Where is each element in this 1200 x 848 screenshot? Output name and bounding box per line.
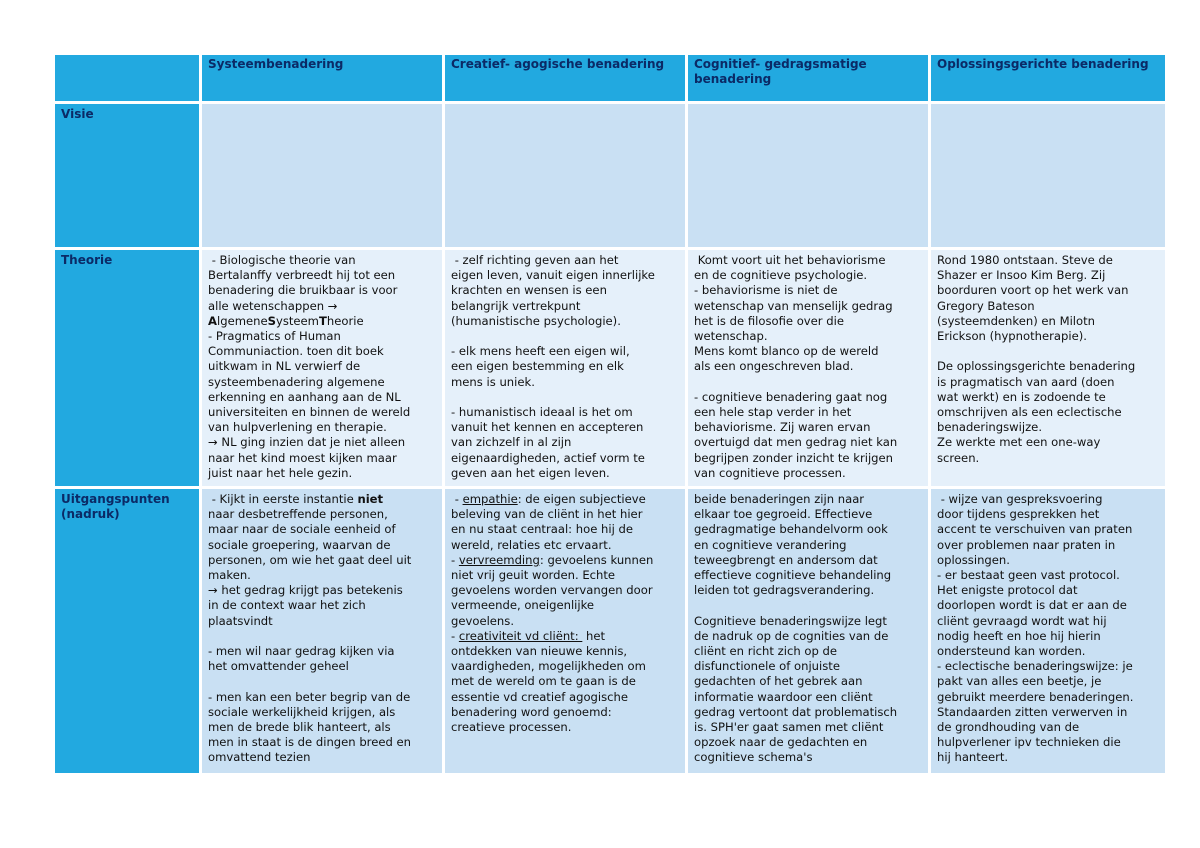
text-line: ondersteund kan worden. [937, 644, 1086, 659]
text-line: van zichzelf in al zijn [451, 435, 572, 450]
cell-uitgangspunten-systeem [202, 489, 442, 773]
text-line: en nu staat centraal: hoe hij de [451, 522, 633, 537]
cell-visie-systeem [202, 104, 442, 247]
text-line: omvattend tezien [208, 750, 311, 765]
text-line: disfunctionele of onjuiste [694, 659, 840, 674]
text-line: hulpverlener ipv technieken die [937, 735, 1121, 750]
text-line: Erickson (hypnotherapie). [937, 329, 1087, 344]
text-line: doorlopen wordt is dat er aan de [937, 598, 1127, 613]
text-line: vermeende, oneigenlijke [451, 598, 595, 613]
text-line: Gregory Bateson [937, 298, 1035, 313]
text-line: Standaarden zitten verwerven in [937, 704, 1128, 719]
header-corner [55, 55, 199, 101]
text-line: begrijpen zonder inzicht te krijgen [694, 450, 894, 465]
text-line: gedragmatige behandelvorm ook [694, 522, 888, 537]
text-line: gebruikt meerdere benaderingen. [937, 689, 1134, 704]
text-line: Shazer er Insoo Kim Berg. Zij [937, 268, 1106, 283]
text-line: screen. [937, 450, 980, 465]
text-line: de nadruk op de cognities van de [694, 628, 889, 643]
text-line: eigenaardigheden, actief vorm te [451, 450, 645, 465]
text-line: - men kan een beter begrip van de [208, 689, 411, 704]
text-line: - Kijkt in eerste instantie niet [208, 492, 384, 506]
text-line: Rond 1980 ontstaan. Steve de [937, 253, 1113, 267]
text-line: personen, om wie het gaat deel uit [208, 552, 412, 567]
text-line: benadering die bruikbaar is voor [208, 283, 398, 298]
text-line: sociale werkelijkheid krijgen, als [208, 704, 396, 719]
row-visie [55, 104, 1165, 247]
text-line: Komt voort uit het behaviorisme [694, 253, 886, 267]
text-line: elkaar toe gegroeid. Effectieve [694, 507, 873, 522]
text-line: een eigen bestemming en elk [451, 359, 624, 374]
header-cognitief-gedragsmatig: Cognitief- gedragsmatige benadering [688, 55, 928, 101]
text-line: - Biologische theorie van [208, 253, 356, 267]
text-line: is pragmatisch van aard (doen [937, 374, 1115, 389]
text-line: wat werkt) en is zodoende te [937, 389, 1106, 404]
text-line: omschrijven als een eclectische [937, 405, 1122, 420]
text-line: door tijdens gesprekken het [937, 507, 1100, 522]
row-theorie [55, 250, 1165, 486]
text-line: - cognitieve benadering gaat nog [694, 389, 888, 404]
text-line: erkenning en aanhang aan de NL [208, 389, 401, 404]
text-line: van cognitieve processen. [694, 465, 846, 480]
text-line: informatie waardoor een cliënt [694, 689, 873, 704]
text-line: - humanistisch ideaal is het om [451, 405, 633, 420]
text-line: alle wetenschappen → [208, 298, 338, 313]
text-line: juist naar het hele gezin. [208, 465, 353, 480]
text-line: cliënt gevraagd wordt wat hij [937, 613, 1107, 628]
text-line: Communiaction. toen dit boek [208, 344, 384, 359]
text-line: naar het kind moest kijken maar [208, 450, 397, 465]
text-line [451, 329, 679, 344]
text-line [208, 629, 436, 644]
cell-theorie-oplossing [931, 250, 1165, 486]
text-line: → het gedrag krijgt pas betekenis [208, 583, 403, 598]
cell-visie-oplossing [931, 104, 1165, 247]
text-line: ontdekken van nieuwe kennis, [451, 644, 628, 659]
text-line: nodig heeft en hoe hij hierin [937, 628, 1101, 643]
text-line: universiteiten en binnen de wereld [208, 405, 411, 420]
text-line: creatieve processen. [451, 720, 572, 735]
text-line: boorduren voort op het werk van [937, 283, 1129, 298]
text-line: als een ongeschreven blad. [694, 359, 854, 374]
text-line: - vervreemding: gevoelens kunnen [451, 552, 654, 567]
text-line: - creativiteit vd cliënt: het [451, 628, 606, 643]
row-label-uitgangspunten [55, 489, 199, 773]
text-line: eigen leven, vanuit eigen innerlijke [451, 268, 655, 283]
text-line: plaatsvindt [208, 613, 273, 628]
text-line: in de context waar het zich [208, 598, 366, 613]
text-line: behaviorisme. Zij waren ervan [694, 420, 871, 435]
text-line: - eclectische benaderingswijze: je [937, 659, 1133, 674]
row-label-line: (nadruk) [61, 507, 120, 521]
text-line: is. SPH'er gaat samen met cliënt [694, 720, 884, 735]
text-line: - men wil naar gedrag kijken via [208, 644, 395, 659]
cell-visie-creatief [445, 104, 685, 247]
text-line: mens is uniek. [451, 374, 535, 389]
text-line: pakt van alles een beetje, je [937, 674, 1102, 689]
header-creatief-agogisch: Creatief- agogische benadering [445, 55, 685, 101]
text-line: gevoelens worden vervangen door [451, 583, 653, 598]
text-line: systeembenadering algemene [208, 374, 385, 389]
text-line: en de cognitieve psychologie. [694, 268, 868, 283]
text-line: De oplossingsgerichte benadering [937, 359, 1136, 374]
cell-theorie-cognitief [688, 250, 928, 486]
text-line: teweegbrengt en andersom dat [694, 552, 878, 567]
text-line: beleving van de cliënt in het hier [451, 507, 643, 522]
text-line: oplossingen. [937, 552, 1010, 567]
header-systeembenadering: Systeembenadering [202, 55, 442, 101]
text-line [694, 598, 922, 613]
text-line: de grondhouding van de [937, 720, 1080, 735]
row-label-visie: Visie [55, 104, 199, 247]
text-line [694, 375, 922, 390]
text-line: krachten en wensen is een [451, 283, 607, 298]
text-line: Bertalanffy verbreedt hij tot een [208, 268, 396, 283]
text-line: benadering word genoemd: [451, 704, 612, 719]
cell-uitgangspunten-cognitief [688, 489, 928, 773]
cell-uitgangspunten-creatief [445, 489, 685, 773]
text-line: - er bestaat geen vast protocol. [937, 568, 1120, 583]
text-line: wetenschap. [694, 329, 768, 344]
text-line: - empathie: de eigen subjectieve [451, 492, 646, 506]
cell-uitgangspunten-oplossing [931, 489, 1165, 773]
text-line: over problemen naar praten in [937, 537, 1116, 552]
text-line [208, 674, 436, 689]
algemene-systeem-theorie: AlgemeneSysteemTheorie [208, 313, 364, 328]
text-line [451, 390, 679, 405]
text-line: met de wereld om te gaan is de [451, 674, 636, 689]
text-line: - Pragmatics of Human [208, 329, 341, 344]
text-line: wereld, relaties etc ervaart. [451, 537, 612, 552]
row-label-theorie: Theorie [55, 250, 199, 486]
header-oplossingsgericht: Oplossingsgerichte benadering [931, 55, 1165, 101]
text-line: Het enigste protocol dat [937, 583, 1078, 598]
text-line: beide benaderingen zijn naar [694, 492, 865, 506]
row-uitgangspunten [55, 489, 1165, 773]
text-line: - elk mens heeft een eigen wil, [451, 344, 630, 359]
text-line: belangrijk vertrekpunt [451, 298, 581, 313]
text-line: cliënt en richt zich op de [694, 644, 837, 659]
text-line: effectieve cognitieve behandeling [694, 568, 892, 583]
text-line: maken. [208, 568, 251, 583]
text-line: - zelf richting geven aan het [451, 253, 619, 267]
text-line: maar naar de sociale eenheid of [208, 522, 396, 537]
text-line: Mens komt blanco op de wereld [694, 344, 879, 359]
text-line: - wijze van gespreksvoering [937, 492, 1103, 506]
text-line: hij hanteert. [937, 750, 1009, 765]
text-line: geven aan het eigen leven. [451, 465, 610, 480]
text-line: gedrag vertoont dat problematisch [694, 704, 898, 719]
text-line: overtuigd dat men gedrag niet kan [694, 435, 898, 450]
text-line [937, 344, 1159, 359]
text-line: en cognitieve verandering [694, 537, 847, 552]
text-line: vanuit het kennen en accepteren [451, 420, 644, 435]
text-line: accent te verschuiven van praten [937, 522, 1133, 537]
text-line: benaderingswijze. [937, 420, 1043, 435]
text-line: wetenschap van menselijk gedrag [694, 298, 893, 313]
header-row [55, 55, 1165, 101]
text-line: - behaviorisme is niet de [694, 283, 838, 298]
text-line: essentie vd creatief agogische [451, 689, 629, 704]
text-line: van hulpverlening en therapie. [208, 420, 387, 435]
comparison-table [52, 52, 1168, 776]
text-line: (systeemdenken) en Milotn [937, 313, 1095, 328]
text-line: vaardigheden, mogelijkheden om [451, 659, 646, 674]
text-line: → NL ging inzien dat je niet alleen [208, 435, 406, 450]
text-line: gedachten of het gebrek aan [694, 674, 863, 689]
text-line: men in staat is de dingen breed en [208, 735, 411, 750]
text-line: niet vrij geuit worden. Echte [451, 568, 616, 583]
cell-theorie-creatief [445, 250, 685, 486]
text-line: (humanistische psychologie). [451, 313, 621, 328]
text-line: cognitieve schema's [694, 750, 813, 765]
text-line: sociale groepering, waarvan de [208, 537, 391, 552]
text-line: uitkwam in NL verwierf de [208, 359, 361, 374]
text-line: het omvattender geheel [208, 659, 349, 674]
text-line: Cognitieve benaderingswijze legt [694, 613, 887, 628]
cell-theorie-systeem [202, 250, 442, 486]
row-label-line: Uitgangspunten [61, 492, 170, 506]
text-line: het is de filosofie over die [694, 313, 844, 328]
text-line: opzoek naar de gedachten en [694, 735, 868, 750]
text-line: men de brede blik hanteert, als [208, 720, 391, 735]
text-line: naar desbetreffende personen, [208, 507, 388, 522]
text-line: gevoelens. [451, 613, 515, 628]
comparison-table-sheet [52, 52, 1165, 776]
text-line: Ze werkte met een one-way [937, 435, 1101, 450]
text-line: leiden tot gedragsverandering. [694, 583, 875, 598]
text-line: een hele stap verder in het [694, 405, 852, 420]
cell-visie-cognitief [688, 104, 928, 247]
